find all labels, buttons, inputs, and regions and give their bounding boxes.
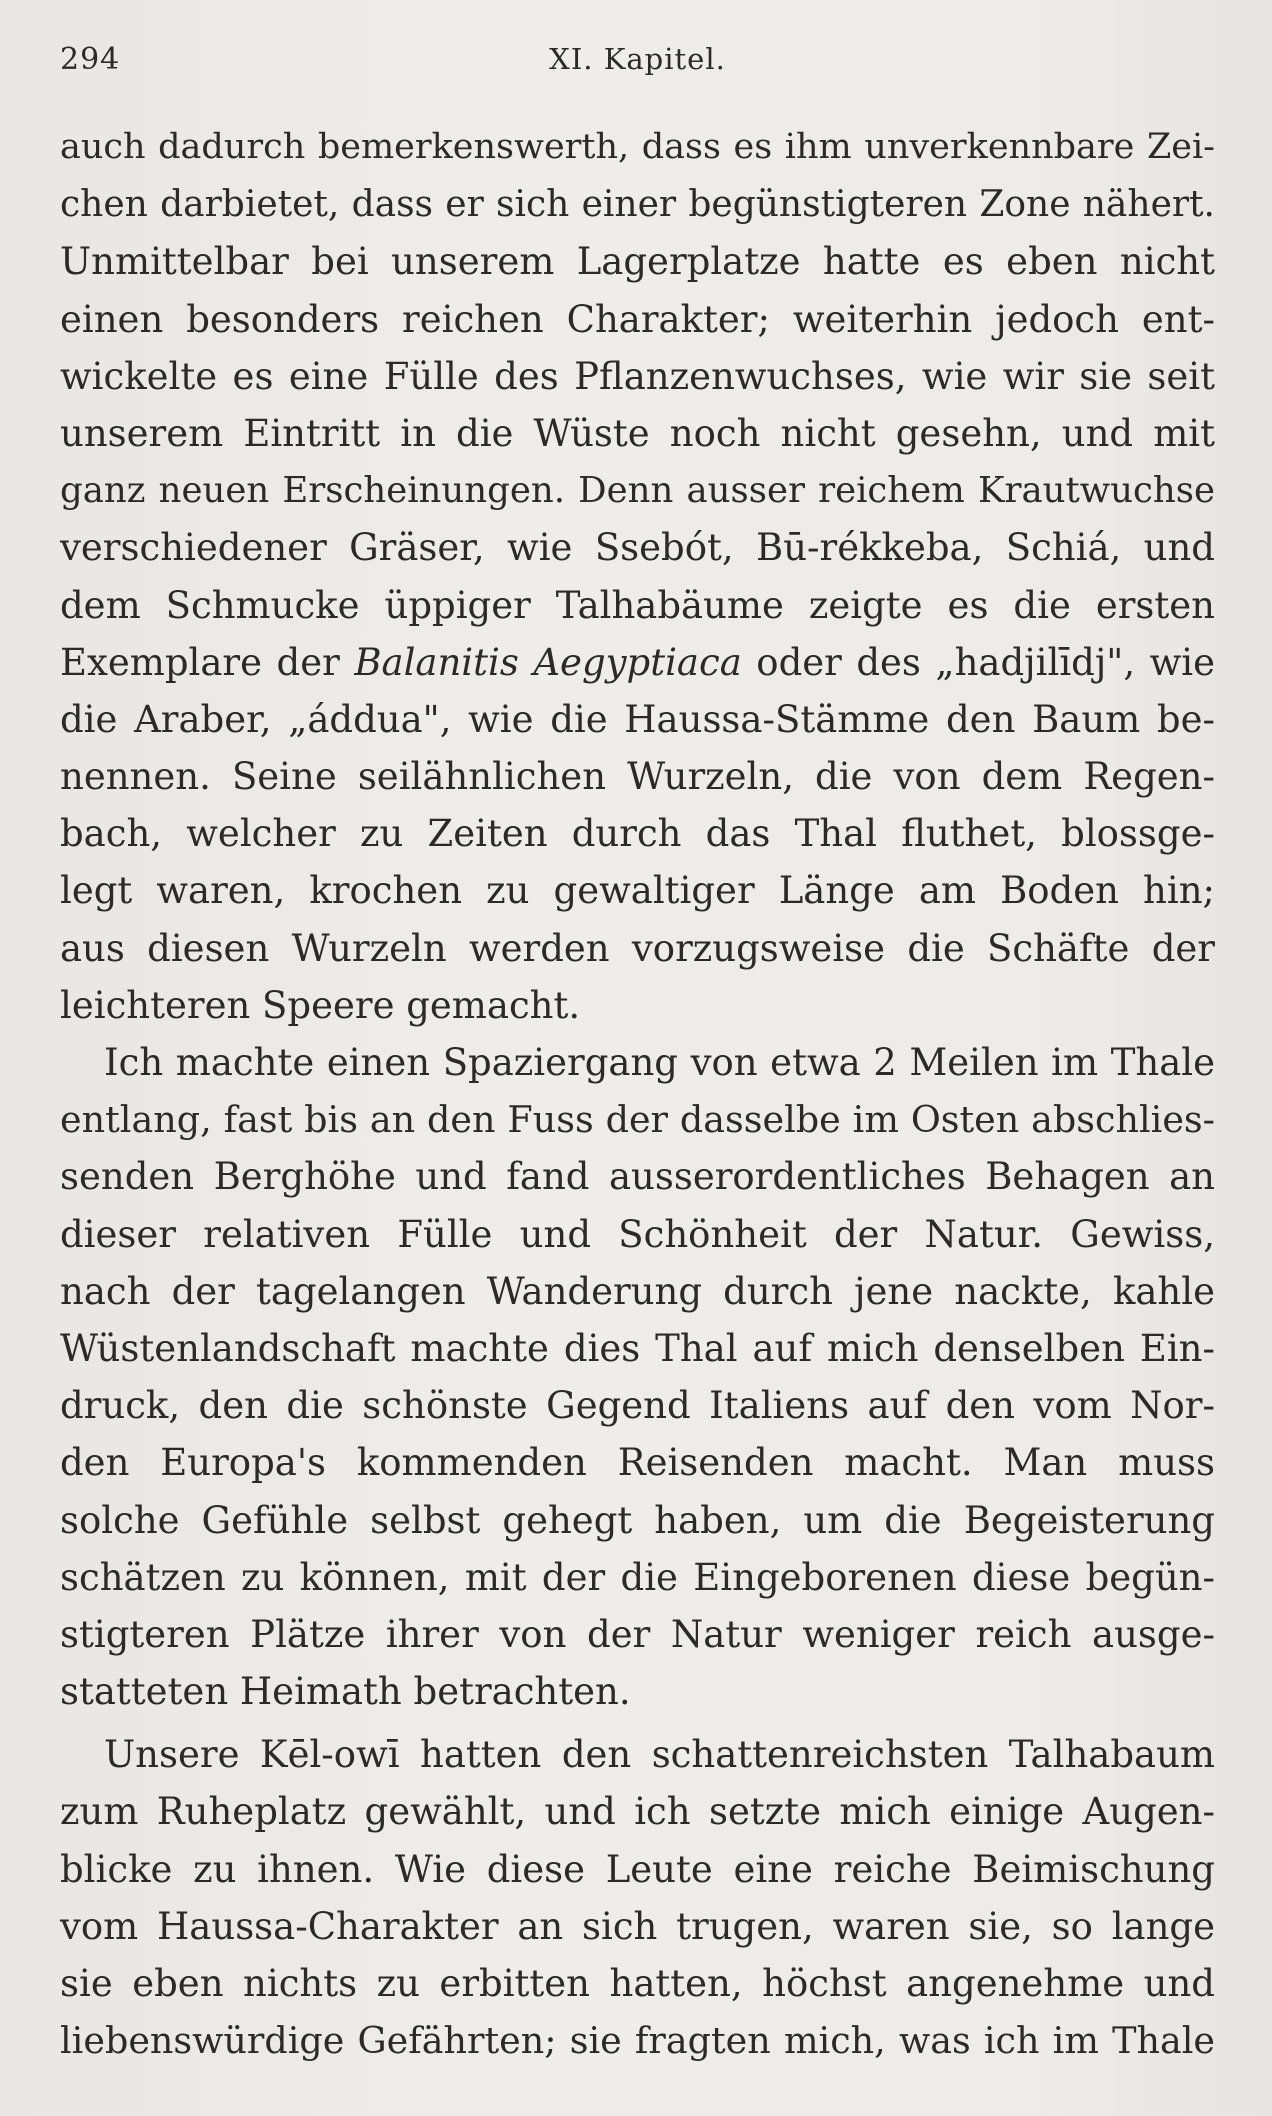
text-run: oder des „hadjilīdj", wie: [741, 640, 1216, 684]
species-name: Balanitis Aegyptiaca: [354, 640, 742, 684]
text-line: dieser relativen Fülle und Schönheit der Natur. Gewiss,: [60, 1212, 1215, 1256]
chapter-title: XI. Kapitel.: [549, 42, 726, 76]
text-line: auch dadurch bemerkenswerth, dass es ihm unverkennbare Zei-: [60, 127, 1215, 167]
text-line: den Europa's kommenden Reisenden macht. Man muss: [60, 1441, 1215, 1485]
text-line: Unsere Kēl-owī hatten den schattenreichsten Talhabaum: [104, 1733, 1215, 1777]
text-line: leichteren Speere gemacht.: [60, 983, 581, 1027]
text-line: sie eben nichts zu erbitten hatten, höchst angenehme und: [60, 1962, 1215, 2005]
text-line: vom Haussa-Charakter an sich trugen, waren sie, so lange: [60, 1904, 1215, 1948]
text-line: nach der tagelangen Wanderung durch jene nackte, kahle: [60, 1269, 1215, 1313]
text-line: chen darbietet, dass er sich einer begünstigteren Zone nähert.: [60, 184, 1215, 226]
text-line: bach, welcher zu Zeiten durch das Thal fluthet, blossge-: [60, 812, 1215, 856]
text-line: dem Schmucke üppiger Talhabäume zeigte es die ersten: [60, 583, 1215, 627]
text-line: Unmittelbar bei unserem Lagerplatze hatte es eben nicht: [60, 240, 1215, 284]
body-text: [60, 119, 1215, 2069]
text-run: Exemplare der: [60, 640, 355, 684]
text-line: Wüstenlandschaft machte dies Thal auf mich denselben Ein-: [60, 1326, 1215, 1370]
text-line: druck, den die schönste Gegend Italiens auf den vom Nor-: [60, 1384, 1215, 1428]
text-line: verschiedener Gräser, wie Ssebót, Bū-rékkeba, Schiá, und: [60, 526, 1215, 570]
text-line: ganz neuen Erscheinungen. Denn ausser reichem Krautwuchse: [60, 470, 1215, 512]
text-line: Ich machte einen Spaziergang von etwa 2 Meilen im Thale: [104, 1041, 1215, 1084]
text-line: wickelte es eine Fülle des Pflanzenwuchses, wie wir sie seit: [60, 354, 1215, 398]
text-line: senden Berghöhe und fand ausserordentliches Behagen an: [60, 1155, 1215, 1199]
text-line: [60, 634, 1215, 691]
text-line: statteten Heimath betrachten.: [60, 1670, 631, 1714]
text-line: entlang, fast bis an den Fuss der dasselbe im Osten abschlies-: [60, 1098, 1215, 1142]
text-line: liebenswürdige Gefährten; sie fragten mich, was ich im Thale: [60, 2019, 1215, 2063]
text-line: solche Gefühle selbst gehegt haben, um die Begeisterung: [60, 1498, 1215, 1542]
text-line: schätzen zu können, mit der die Eingeborenen diese begün-: [60, 1555, 1215, 1599]
page-number: 294: [60, 42, 121, 77]
text-line: blicke zu ihnen. Wie diese Leute eine reiche Beimischung: [60, 1847, 1215, 1891]
text-line: einen besonders reichen Charakter; weiterhin jedoch ent-: [60, 297, 1215, 341]
text-line: zum Ruheplatz gewählt, und ich setzte mich einige Augen-: [60, 1790, 1215, 1834]
text-line: legt waren, krochen zu gewaltiger Länge am Boden hin;: [60, 869, 1215, 913]
text-line: unserem Eintritt in die Wüste noch nicht gesehn, und mit: [60, 411, 1215, 455]
text-line: aus diesen Wurzeln werden vorzugsweise die Schäfte der: [60, 926, 1215, 970]
text-line: stigteren Plätze ihrer von der Natur weniger reich ausge-: [60, 1612, 1215, 1656]
running-head: [60, 38, 1215, 82]
text-line: nennen. Seine seilähnlichen Wurzeln, die von dem Regen-: [60, 755, 1215, 799]
text-line: die Araber, „áddua", wie die Haussa-Stämme den Baum be-: [60, 697, 1215, 741]
